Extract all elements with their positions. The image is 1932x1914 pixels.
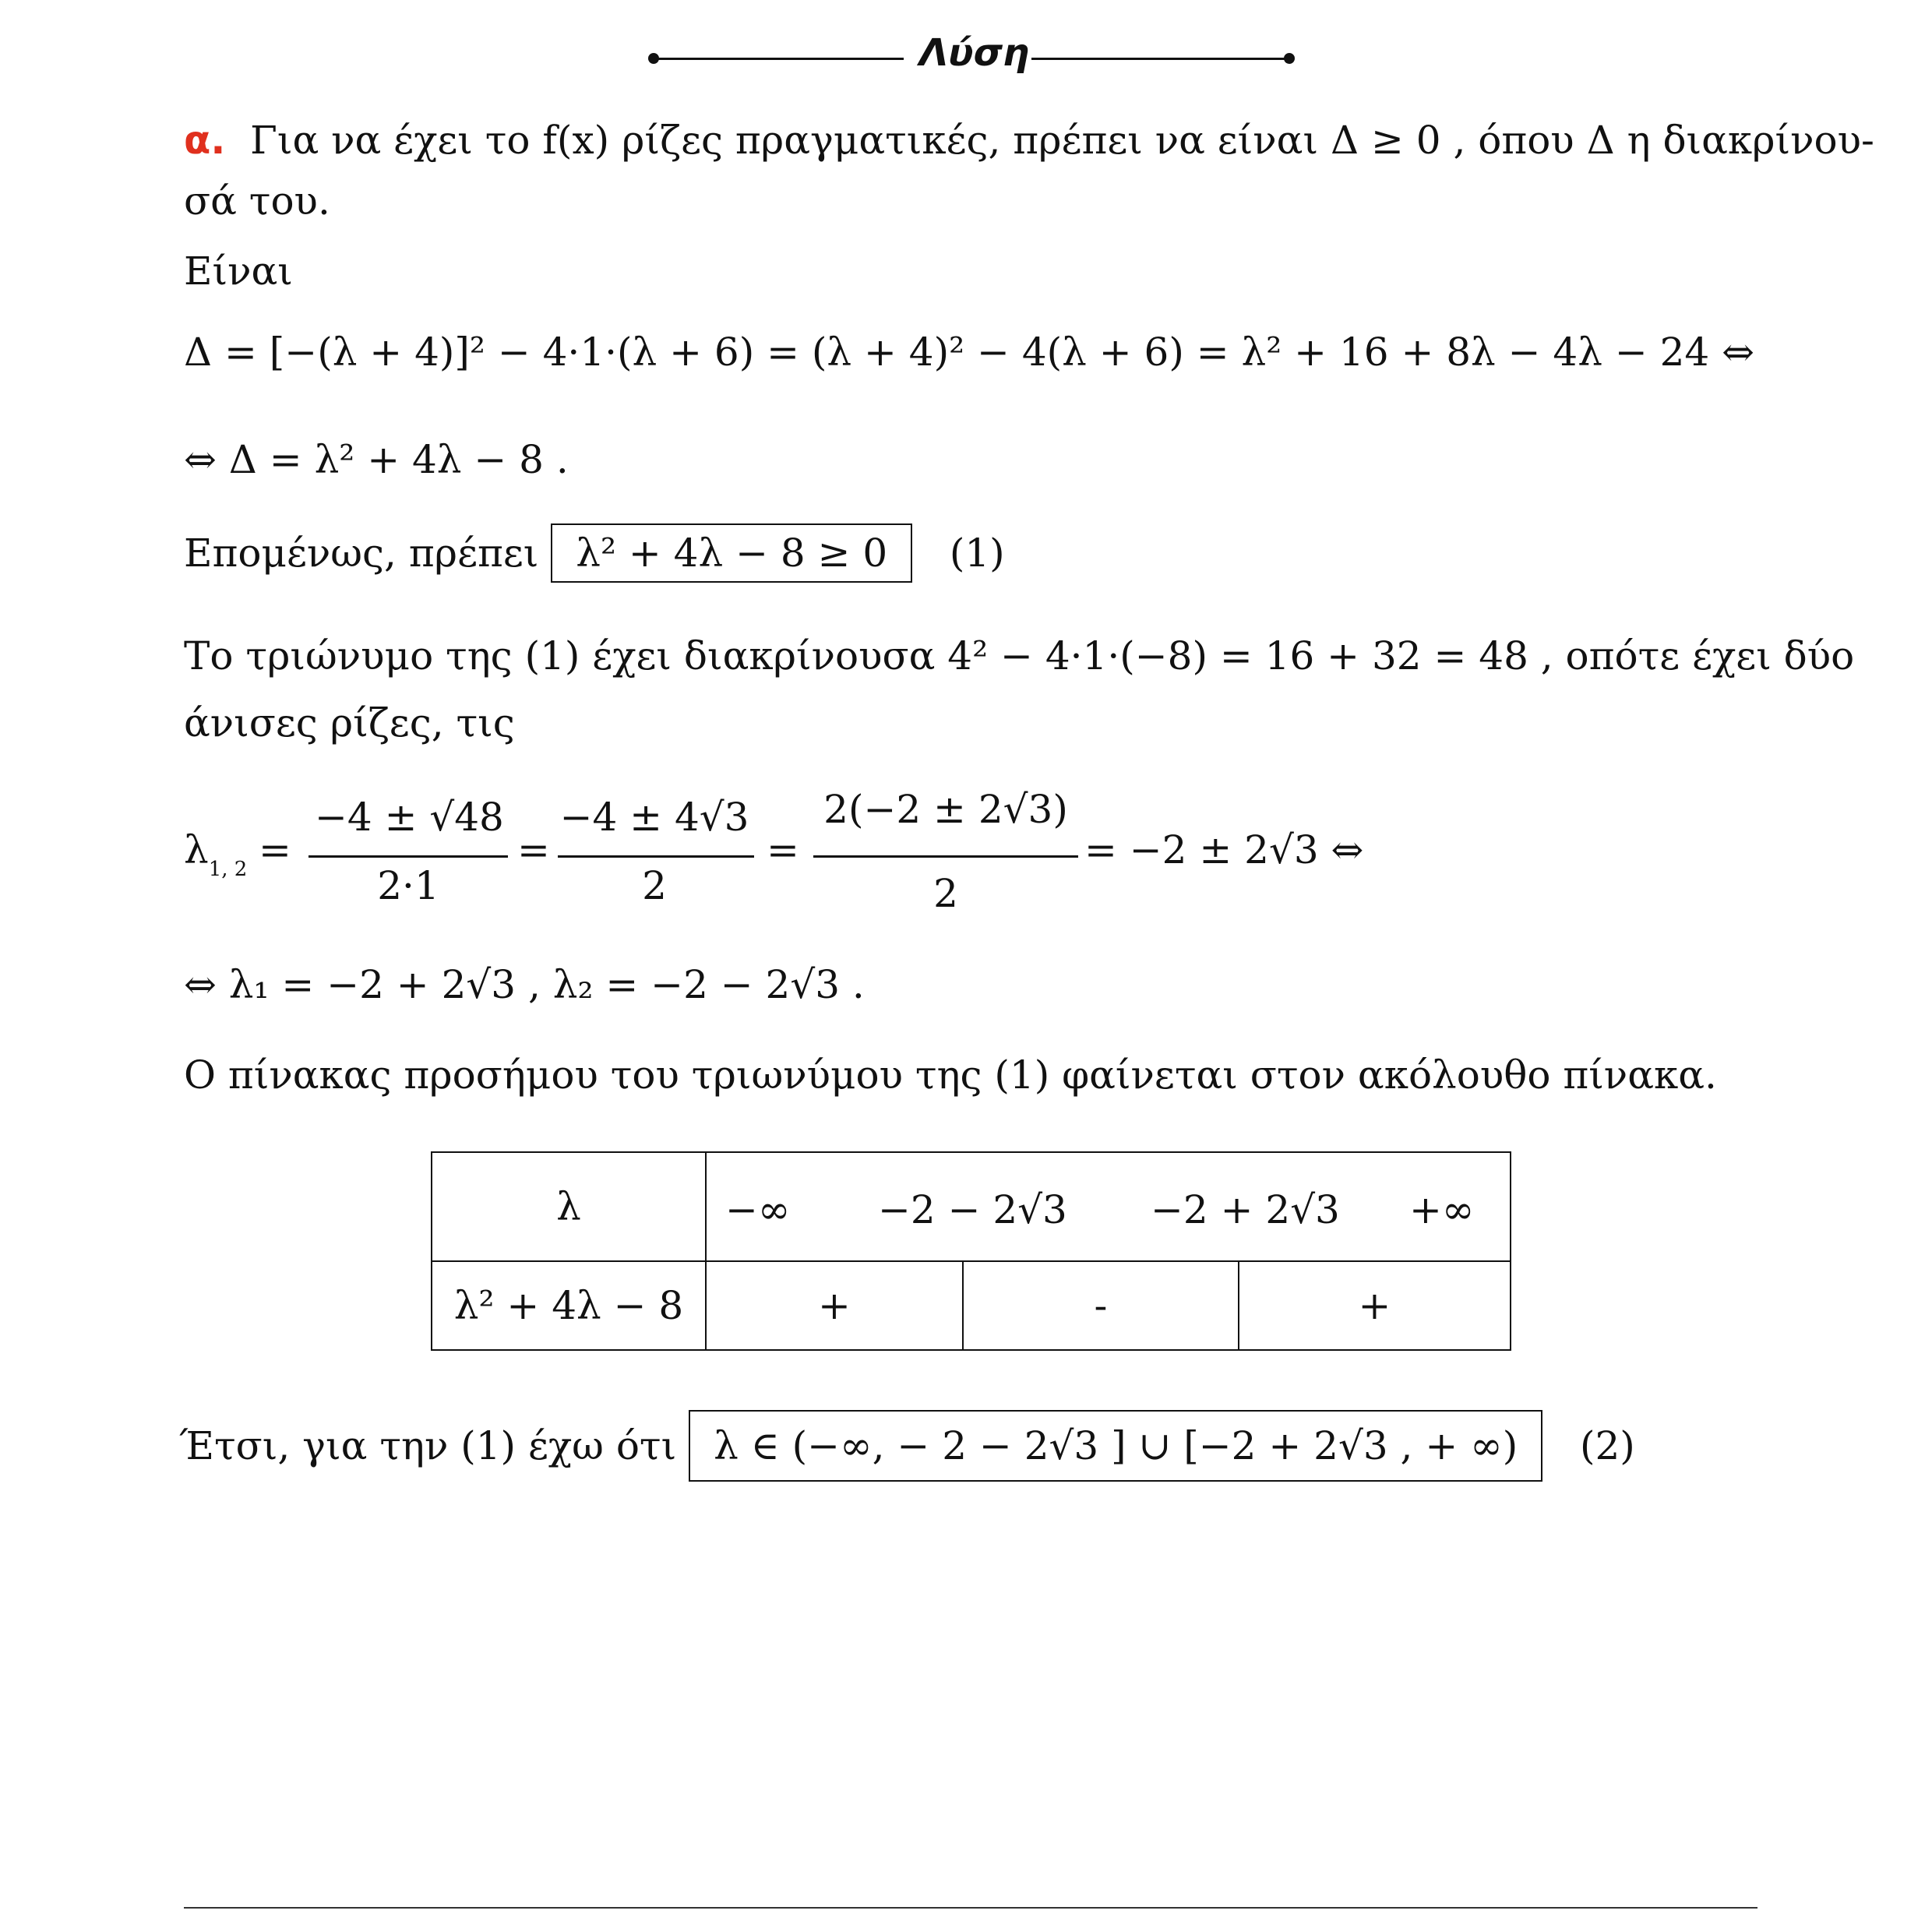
boxed-inequality: λ² + 4λ − 8 ≥ 0: [551, 523, 912, 583]
trinomial-line-1: Το τριώνυμο της (1) έχει διακρίνουσα 4² − 4·1·(−8) = 16 + 32 = 48 , οπότε έχει δύο: [184, 633, 1855, 679]
roots-subscript: 1, 2: [208, 858, 248, 881]
sign-point-minus-inf: −∞: [725, 1187, 791, 1232]
fraction-1-bar: [308, 855, 508, 858]
fraction-2-denominator: 2: [642, 863, 667, 908]
footer-rule: [184, 1907, 1757, 1909]
sign-cell-2: -: [963, 1261, 1239, 1350]
equals-sign-1: =: [259, 827, 291, 872]
therefore-line: [184, 523, 1005, 583]
equation-discriminant-result: ⇔ Δ = λ² + 4λ − 8 .: [184, 437, 569, 482]
roots-final: ⇔ λ₁ = −2 + 2√3 , λ₂ = −2 − 2√3 .: [184, 962, 865, 1007]
fraction-3-denominator: 2: [933, 871, 958, 916]
fraction-1-denominator: 2·1: [377, 863, 439, 908]
fraction-3-numerator: 2(−2 ± 2√3): [823, 787, 1068, 832]
sign-point-root-2: −2 − 2√3: [878, 1187, 1067, 1232]
sign-table-var-cell: λ: [432, 1152, 706, 1261]
sign-table-points-cell: [706, 1152, 1511, 1261]
sign-table-expr-cell: λ² + 4λ − 8: [432, 1261, 706, 1350]
roots-equation: [184, 779, 1430, 935]
conclusion-line: [179, 1410, 1635, 1482]
sign-table-header-row: [432, 1152, 1511, 1261]
equals-sign-2: =: [517, 827, 550, 872]
heading-rule-right: [1031, 58, 1289, 60]
heading-title: Λύση: [919, 31, 1030, 75]
sign-cell-3: +: [1239, 1261, 1511, 1350]
roots-result: = −2 ± 2√3 ⇔: [1084, 827, 1364, 872]
paragraph-line-3: Είναι: [184, 249, 293, 294]
fraction-2-numerator: −4 ± 4√3: [559, 795, 749, 840]
paragraph-text-1: Για να έχει το f(x) ρίζες πραγματικές, πρέπει να είναι Δ ≥ 0 , όπου Δ η διακρίνου-: [250, 118, 1874, 163]
heading-rule-left: [653, 58, 904, 60]
sign-table-sign-row: [432, 1261, 1511, 1350]
sign-table: [431, 1151, 1511, 1351]
roots-lhs: [184, 827, 247, 881]
equation-label-2: (2): [1579, 1423, 1635, 1468]
sign-cell-1: +: [706, 1261, 963, 1350]
equation-discriminant: Δ = [−(λ + 4)]² − 4·1·(λ + 6) = (λ + 4)² − 4(λ + 6) = λ² + 16 + 8λ − 4λ − 24 ⇔: [184, 330, 1755, 375]
part-label: α.: [184, 118, 226, 163]
therefore-text: Επομένως, πρέπει: [184, 530, 539, 576]
sign-point-plus-inf: +∞: [1409, 1187, 1475, 1232]
paragraph-line-1: [184, 117, 1874, 164]
conclusion-box: λ ∈ (−∞, − 2 − 2√3 ] ∪ [−2 + 2√3 , + ∞): [689, 1410, 1542, 1482]
sign-point-root-1: −2 + 2√3: [1151, 1187, 1340, 1232]
paragraph-line-2: σά του.: [184, 178, 330, 224]
trinomial-line-2: άνισες ρίζες, τις: [184, 700, 515, 746]
fraction-1-numerator: −4 ± √48: [315, 795, 504, 840]
conclusion-text: Έτσι, για την (1) έχω ότι: [179, 1423, 677, 1468]
roots-lambda: λ: [184, 827, 209, 872]
fraction-2-bar: [558, 855, 754, 858]
fraction-3-bar: [813, 855, 1078, 858]
equation-label-1: (1): [949, 530, 1005, 576]
heading-dot-right: [1284, 53, 1295, 64]
solution-heading: [0, 31, 1932, 86]
table-intro: Ο πίνακας προσήμου του τριωνύμου της (1) φαίνεται στον ακόλουθο πίνακα.: [184, 1052, 1717, 1098]
equals-sign-3: =: [767, 827, 799, 872]
